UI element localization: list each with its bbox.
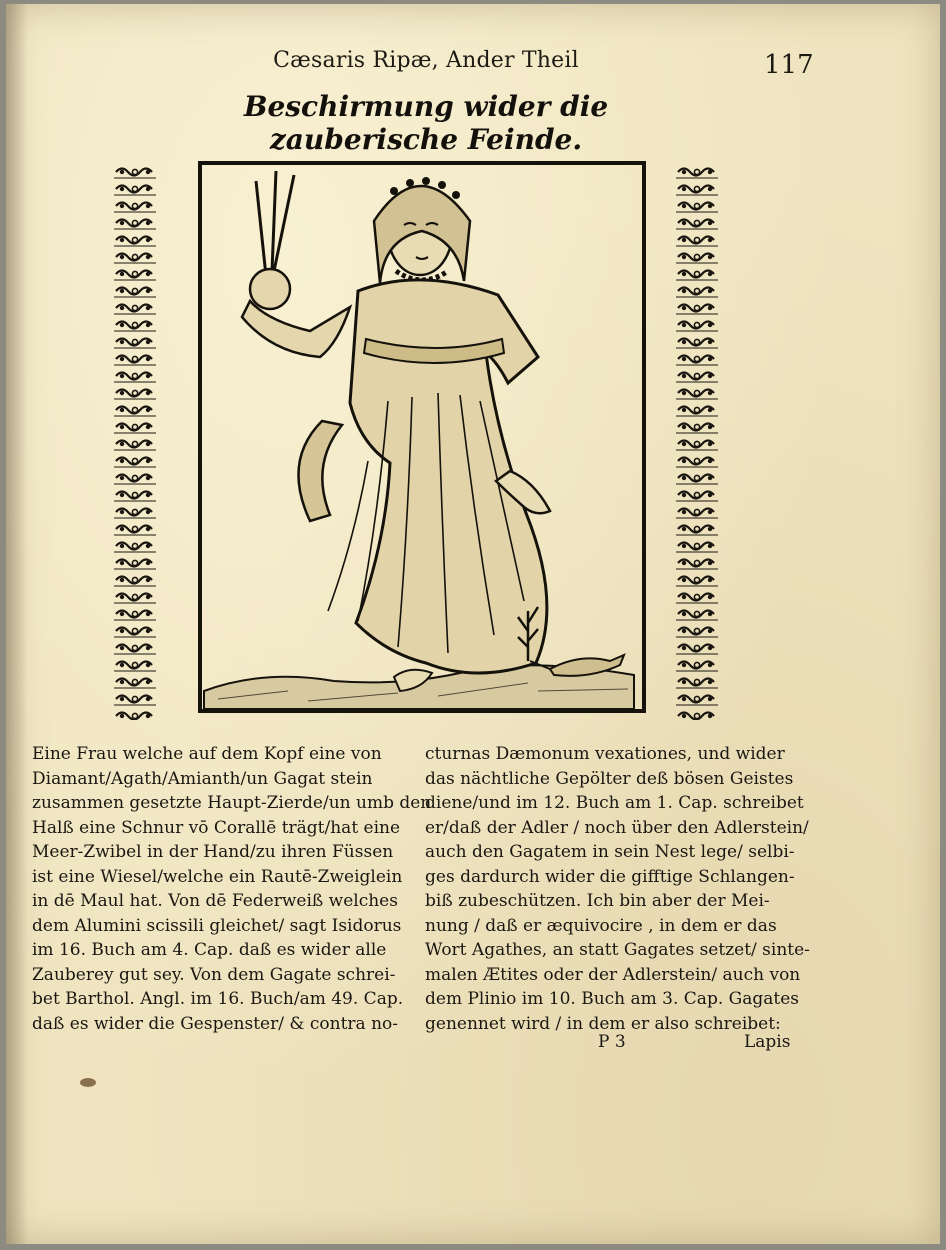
text-line: biß zubeschützen. Ich bin aber der Mei- xyxy=(425,891,770,911)
text-line: Zauberey gut sey. Von dem Gagate schrei- xyxy=(32,964,396,985)
right-ornament-border xyxy=(672,164,722,720)
running-title: Cæsaris Ripæ, Ander Theil xyxy=(273,48,579,73)
text-line: diene/und im 12. Buch am 1. Cap. schreibet xyxy=(425,793,804,813)
text-line: Wort Agathes, an statt Gagates setzet/ sinte- xyxy=(425,940,810,960)
text-line: Halß eine Schnur vō Corallē trägt/hat eine xyxy=(32,817,401,838)
text-line: das nächtliche Gepölter deß bösen Geistes xyxy=(425,768,794,789)
text-line: auch den Gagatem in sein Nest lege/ selbi- xyxy=(425,842,795,862)
text-line: Diamant/Agath/Amianth/un Gagat stein xyxy=(32,768,373,789)
signature-mark: P 3 xyxy=(598,1032,626,1052)
text-line: nung / daß er æquivocire , in dem er das xyxy=(425,915,777,936)
text-line: ist eine Wiesel/welche ein Rautē-Zweiglein xyxy=(32,866,403,887)
page-number: 117 xyxy=(764,50,814,80)
text-line: daß es wider die Gespenster/ & contra no- xyxy=(32,1013,399,1034)
text-line: dem Plinio im 10. Buch am 3. Cap. Gagates xyxy=(425,989,799,1009)
text-line: im 16. Buch am 4. Cap. daß es wider alle xyxy=(32,940,387,960)
left-text-column xyxy=(32,742,431,1036)
text-line: malen Ætites oder der Adlerstein/ auch von xyxy=(425,964,801,985)
right-text-column xyxy=(425,742,810,1036)
woodcut-woman-figure xyxy=(198,161,646,713)
page-gutter-shadow xyxy=(6,4,28,1244)
text-line: cturnas Dæmonum vexationes, und wider xyxy=(425,744,785,764)
left-ornament-border xyxy=(110,164,160,720)
text-line: Meer-Zwibel in der Hand/zu ihren Füssen xyxy=(32,842,394,862)
text-line: in dē Maul hat. Von dē Federweiß welches xyxy=(32,891,398,911)
text-line: er/daß der Adler / noch über den Adlerstein/ xyxy=(425,817,809,838)
text-line: bet Barthol. Angl. im 16. Buch/am 49. Cap. xyxy=(32,989,404,1009)
book-page xyxy=(6,4,940,1244)
text-line: genennet wird / in dem er also schreibet: xyxy=(425,1013,781,1034)
catchword: Lapis xyxy=(744,1032,791,1052)
text-line: ges dardurch wider die gifftige Schlangen- xyxy=(425,866,795,887)
ink-stain xyxy=(80,1078,96,1087)
text-line: Eine Frau welche auf dem Kopf eine von xyxy=(32,744,382,764)
chapter-title: Beschirmung wider die zauberische Feinde. xyxy=(243,90,609,156)
text-line: zusammen gesetzte Haupt-Zierde/un umb den xyxy=(32,793,432,813)
text-line: dem Alumini scissili gleichet/ sagt Isidorus xyxy=(32,915,402,936)
